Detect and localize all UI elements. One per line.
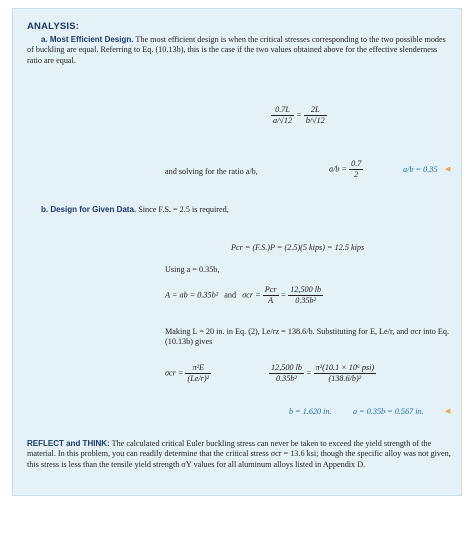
solve-text: and solving for the ratio a/b,: [165, 167, 258, 176]
part-b-label: b. Design for Given Data.: [41, 205, 137, 214]
euler-right-fraction: $\frac{\text{π²(10.1 × 10⁶ psi)}}{\text{(138.6/b)²}}$: [315, 363, 375, 383]
eq2-fraction: $\frac{0.7}{2}$: [351, 159, 362, 179]
slenderness-equation: $\frac{0.7L}{a/√12}$ = $\frac{2L}{b/√12}$: [273, 105, 325, 125]
result-arrow-icon-2: ◀: [445, 407, 451, 415]
result-arrow-icon: ◀: [445, 165, 451, 173]
part-b-paragraph: [41, 205, 451, 215]
ratio-equation: a/b = $\frac{0.7}{2}$: [329, 159, 362, 179]
part-a-text: The most efficient design is when the critical stresses corresponding to the two possible modes of buckling are equal. Referring to Eq. (10.13b), this is the case if the two values obtained above for the effective slenderness ratio are equal.: [27, 35, 446, 65]
euler-fraction: $\frac{\text{π²E}}{\text{(Le/r)²}}$: [187, 363, 210, 383]
part-a-paragraph: [27, 35, 451, 66]
euler-mid-fraction: $\frac{12,500 lb}{\text{0.35b²}}$: [271, 363, 302, 383]
part-a-label: a. Most Efficient Design.: [41, 35, 134, 44]
solution-panel: [12, 8, 462, 496]
area-equation: A = ab = 0.35b² and σcr = $\frac{\text{Pcr}}{A}$ = $\frac{12,500 lb}{\text{0.35b²}}$: [165, 285, 322, 305]
euler-equation: σcr = $\frac{\text{π²E}}{\text{(Le/r)²}}$: [165, 363, 210, 383]
euler-substitution: $\frac{12,500 lb}{\text{0.35b²}}$ = $\frac{\text{π²(10.1 × 10⁶ psi)}}{\text{(138.6/b)²}}$: [271, 363, 375, 383]
eq1-right-fraction: $\frac{2L}{b/√12}$: [305, 105, 325, 125]
analysis-heading: ANALYSIS:: [27, 21, 80, 32]
eq1-left-fraction: $\frac{0.7L}{a/√12}$: [273, 105, 293, 125]
stress-fraction-2: $\frac{12,500 lb}{\text{0.35b²}}$: [290, 285, 322, 305]
result-b: b = 1.620 in.: [289, 407, 332, 416]
reflect-text: The calculated critical Euler buckling stress can never be taken to exceed the yield strength of the material. In this problem, you can readily determine that the critical stress σcr = 13.6 ksi; though the specific alloy was not given, this stress is less than the tensile yield strength σY values for all aluminum alloys listed in Appendix D.: [27, 439, 451, 469]
ratio-result: a/b = 0.35: [403, 165, 438, 174]
using-text: Using a = 0.35b,: [165, 265, 220, 274]
pcr-equation: Pcr = (F.S.)P = (2.5)(5 kips) = 12.5 kips: [231, 243, 365, 252]
part-b-text: Since F.S. = 2.5 is required,: [138, 205, 229, 214]
stress-fraction-1: $\frac{\text{Pcr}}{A}$: [264, 285, 277, 305]
making-text: Making L = 20 in. in Eq. (2), Le/rz = 138.6/b. Substituting for E, Le/r, and σcr into Eq. (10.13b) gives: [165, 327, 450, 347]
reflect-label: REFLECT and THINK:: [27, 439, 110, 448]
reflect-paragraph: [27, 439, 451, 470]
result-a: a = 0.35b = 0.567 in.: [353, 407, 424, 416]
